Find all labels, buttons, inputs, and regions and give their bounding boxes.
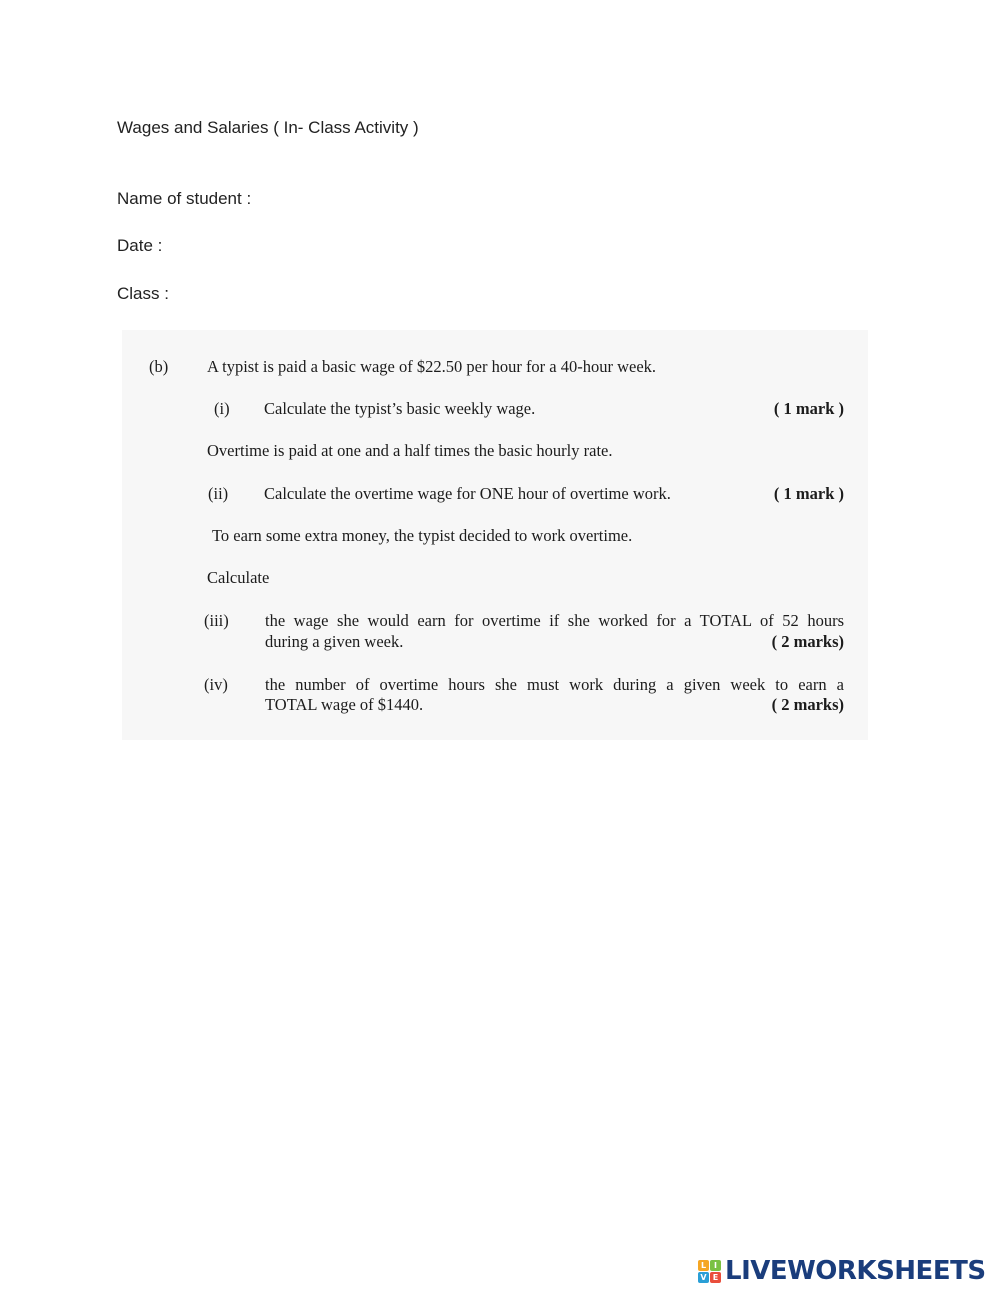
- item-i-text: Calculate the typist’s basic weekly wage.: [264, 399, 536, 418]
- liveworksheets-logo-text: LIVEWORKSHEETS: [725, 1256, 986, 1286]
- logo-letter-i: I: [710, 1260, 721, 1271]
- logo-letter-e: E: [710, 1272, 721, 1283]
- item-ii-text: Calculate the overtime wage for ONE hour of overtime work.: [264, 484, 671, 503]
- item-iv-text-line1: the number of overtime hours she must work during a given week to earn a: [265, 675, 844, 694]
- class-label: Class :: [117, 284, 169, 303]
- item-iii-marks: ( 2 marks): [771, 632, 844, 651]
- question-intro: A typist is paid a basic wage of $22.50 per hour for a 40-hour week.: [207, 357, 657, 376]
- part-label: (b): [149, 357, 169, 376]
- item-ii-number: (ii): [208, 484, 229, 503]
- item-iii-number: (iii): [204, 611, 229, 630]
- item-iv-text-line2: TOTAL wage of $1440.: [265, 695, 424, 714]
- item-i-marks: ( 1 mark ): [773, 399, 844, 418]
- item-i-number: (i): [214, 399, 230, 418]
- liveworksheets-logo: [698, 1257, 986, 1285]
- student-name-label: Name of student :: [117, 189, 252, 208]
- page-title: Wages and Salaries ( In- Class Activity ): [117, 118, 419, 137]
- logo-letter-l: L: [698, 1260, 709, 1271]
- question-image: [122, 330, 868, 740]
- date-label: Date :: [117, 236, 163, 255]
- item-iii-text-line1: the wage she would earn for overtime if she worked for a TOTAL of 52 hours: [265, 611, 844, 630]
- item-iv-number: (iv): [204, 675, 228, 694]
- logo-letter-v: V: [698, 1272, 709, 1283]
- item-ii-marks: ( 1 mark ): [773, 484, 844, 503]
- liveworksheets-logo-icon: [698, 1260, 721, 1283]
- overtime-note: Overtime is paid at one and a half times the basic hourly rate.: [207, 441, 613, 460]
- extra-money-note: To earn some extra money, the typist decided to work overtime.: [212, 526, 633, 545]
- calculate-label: Calculate: [207, 568, 270, 587]
- item-iv-marks: ( 2 marks): [771, 695, 844, 714]
- item-iii-text-line2: during a given week.: [265, 632, 404, 651]
